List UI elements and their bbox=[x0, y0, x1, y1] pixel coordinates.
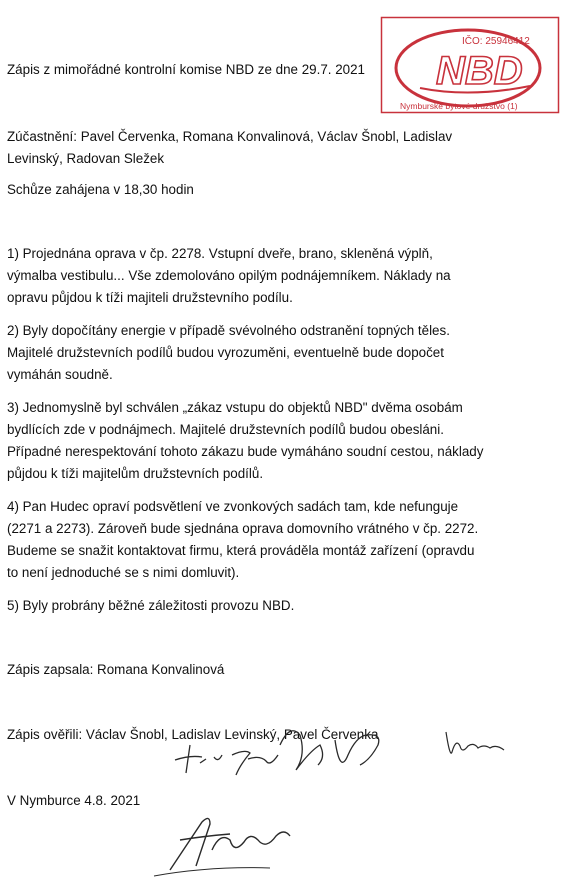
attendees-line-1: Zúčastnění: Pavel Červenka, Romana Konvalinová, Václav Šnobl, Ladislav bbox=[7, 129, 453, 144]
verifier-signature-2 bbox=[440, 728, 510, 762]
item-5: 5) Byly probrány běžné záležitosti provozu NBD. bbox=[7, 598, 295, 613]
item-3-line-4: půjdou k tíži majitelům družstevních podílů. bbox=[7, 466, 264, 481]
item-3-line-2: bydlících zde v podnájmech. Majitelé družstevních podílů budou obesláni. bbox=[7, 422, 444, 437]
item-1-line-3: opravu půjdou k tíži majiteli družstevního podílu. bbox=[7, 290, 293, 305]
attendees-line-2: Levinský, Radovan Sležek bbox=[7, 151, 165, 166]
item-1-line-2: výmalba vestibulu... Vše zdemolováno opilým podnájemníkem. Náklady na bbox=[7, 268, 451, 283]
place-date: V Nymburce 4.8. 2021 bbox=[7, 793, 141, 808]
item-4-line-4: to není jednoduché se s nimi domluvit). bbox=[7, 565, 240, 580]
item-1-line-1: 1) Projednána oprava v čp. 2278. Vstupní dveře, brano, skleněná výplň, bbox=[7, 246, 433, 261]
nbd-stamp bbox=[380, 16, 560, 114]
item-3-line-3: Případné nerespektování tohoto zákazu bude vymáháno soudní cestou, náklady bbox=[7, 444, 484, 459]
stamp-ico: IČO: 25946412 bbox=[462, 36, 530, 47]
meeting-opened: Schůze zahájena v 18,30 hodin bbox=[7, 182, 194, 197]
item-4-line-3: Budeme se snažit kontaktovat firmu, která prováděla montáž zařízení (opravdu bbox=[7, 543, 475, 558]
verifier-signatures bbox=[170, 715, 400, 785]
item-2-line-1: 2) Byly dopočítány energie v případě svévolného odstranění topných těles. bbox=[7, 323, 450, 338]
verified-by: Zápis ověřili: Václav Šnobl, Ladislav Levinský, Pavel Červenka bbox=[7, 727, 379, 742]
stamp-logo: NBD bbox=[436, 49, 523, 93]
item-4-line-1: 4) Pan Hudec opraví podsvětlení ve zvonkových sadách tam, kde nefunguje bbox=[7, 499, 459, 514]
recorded-by: Zápis zapsala: Romana Konvalinová bbox=[7, 662, 225, 677]
document-title: Zápis z mimořádné kontrolní komise NBD ze dne 29.7. 2021 bbox=[7, 62, 366, 77]
item-2-line-3: vymáhán soudně. bbox=[7, 367, 113, 382]
stamp-name: Nymburské bytové družstvo (1) bbox=[400, 101, 518, 111]
item-3-line-1: 3) Jednomyslně byl schválen „zákaz vstupu do objektů NBD" dvěma osobám bbox=[7, 400, 463, 415]
item-4-line-2: (2271 a 2273). Zároveň bude sjednána oprava domovního vrátného v čp. 2272. bbox=[7, 521, 479, 536]
item-2-line-2: Majitelé družstevních podílů budou vyrozuměni, eventuelně bude dopočet bbox=[7, 345, 444, 360]
recorder-signature bbox=[150, 810, 300, 880]
